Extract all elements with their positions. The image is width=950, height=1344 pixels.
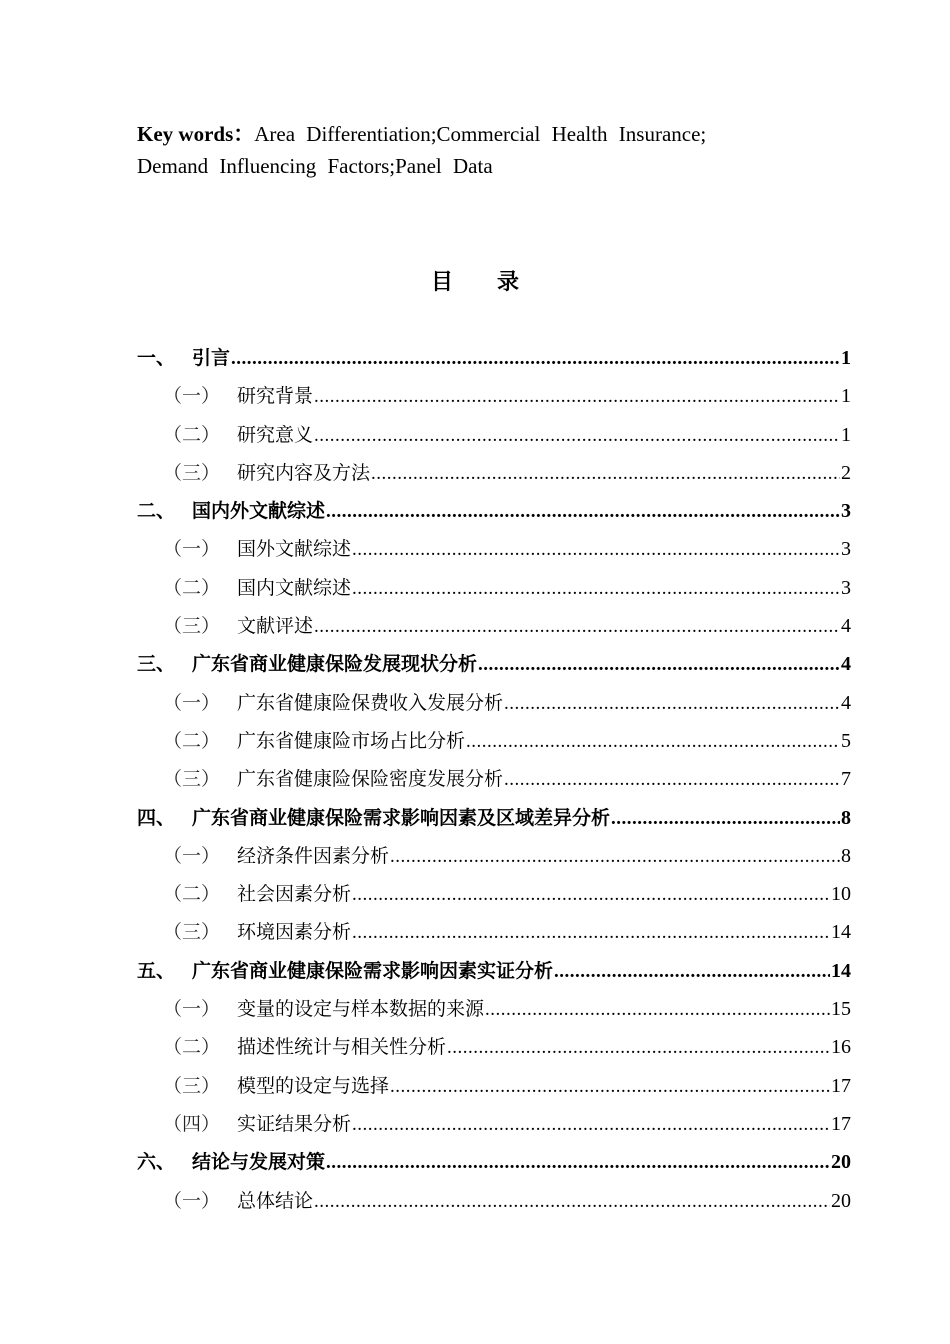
keywords-paragraph (137, 118, 747, 182)
toc-entry-number: （一） (163, 844, 221, 867)
toc-page-number: 20 (831, 1189, 851, 1212)
toc-dot-leader (504, 685, 840, 722)
toc-dot-leader (352, 876, 830, 913)
toc-section-entry[interactable] (137, 875, 851, 913)
toc-section-entry[interactable] (137, 454, 851, 492)
toc-dot-leader (326, 493, 840, 530)
toc-page-number: 17 (831, 1112, 851, 1135)
toc-title-right: 录 (497, 270, 520, 295)
toc-entry-number: 四、 (137, 806, 176, 829)
toc-page-number: 3 (841, 576, 851, 599)
toc-entry-number: 三、 (137, 653, 176, 676)
toc-dot-leader (352, 1106, 830, 1143)
toc-section-entry[interactable] (137, 913, 851, 951)
toc-page-number: 17 (831, 1074, 851, 1097)
toc-dot-leader (371, 455, 840, 492)
toc-dot-leader (390, 838, 840, 875)
toc-dot-leader (352, 570, 840, 607)
toc-section-entry[interactable] (137, 1067, 851, 1105)
toc-entry-number: （一） (163, 998, 221, 1021)
toc-entry-title: 广东省健康险保险密度发展分析 (237, 768, 504, 791)
toc-entry-number: （三） (163, 768, 221, 791)
toc-entry-number: 六、 (137, 1151, 176, 1174)
toc-page-number: 1 (841, 423, 851, 446)
toc-entry-title: 广东省商业健康保险需求影响因素实证分析 (192, 959, 554, 982)
toc-entry-number: （一） (163, 538, 221, 561)
toc-entry-title: 国外文献综述 (237, 538, 352, 561)
toc-entry-number: （三） (163, 461, 221, 484)
toc-page-number: 1 (841, 385, 851, 408)
toc-chapter-entry[interactable] (137, 645, 851, 683)
toc-chapter-entry[interactable] (137, 952, 851, 990)
toc-entry-title: 国内文献综述 (237, 576, 352, 599)
toc-page-number: 14 (831, 921, 851, 944)
toc-chapter-entry[interactable] (137, 339, 851, 377)
toc-section-entry[interactable] (137, 990, 851, 1028)
toc-entry-title: 广东省健康险市场占比分析 (237, 729, 466, 752)
toc-page-number: 3 (841, 538, 851, 561)
toc-section-entry[interactable] (137, 1182, 851, 1220)
toc-section-entry[interactable] (137, 569, 851, 607)
toc-dot-leader (504, 761, 840, 798)
toc-dot-leader (326, 1144, 830, 1181)
toc-section-entry[interactable] (137, 722, 851, 760)
toc-entry-title: 广东省商业健康保险发展现状分析 (192, 653, 478, 676)
toc-entry-title: 广东省商业健康保险需求影响因素及区域差异分析 (192, 806, 611, 829)
toc-dot-leader (611, 800, 840, 837)
toc-page-number: 20 (831, 1151, 851, 1174)
toc-entry-number: （二） (163, 1036, 221, 1059)
toc-dot-leader (314, 608, 840, 645)
toc-page-number: 3 (841, 500, 851, 523)
toc-dot-leader (478, 646, 840, 683)
toc-dot-leader (352, 531, 840, 568)
toc-entry-title: 模型的设定与选择 (237, 1074, 390, 1097)
toc-dot-leader (314, 1183, 830, 1220)
toc-entry-title: 描述性统计与相关性分析 (237, 1036, 447, 1059)
toc-section-entry[interactable] (137, 760, 851, 798)
toc-entry-number: 五、 (137, 959, 176, 982)
toc-dot-leader (466, 723, 840, 760)
toc-section-entry[interactable] (137, 607, 851, 645)
toc-entry-title: 社会因素分析 (237, 883, 352, 906)
toc-page-number: 5 (841, 729, 851, 752)
toc-dot-leader (447, 1029, 830, 1066)
toc-entry-title: 变量的设定与样本数据的来源 (237, 998, 485, 1021)
toc-dot-leader (231, 340, 840, 377)
toc-section-entry[interactable] (137, 377, 851, 415)
toc-title-left: 目 (430, 270, 453, 295)
toc-entry-number: 一、 (137, 347, 176, 369)
toc-chapter-entry[interactable] (137, 1143, 851, 1181)
toc-page-number: 8 (841, 806, 851, 829)
toc-page-number: 2 (841, 461, 851, 484)
toc-dot-leader (352, 914, 830, 951)
toc-entry-title: 环境因素分析 (237, 921, 352, 944)
toc-page-number: 4 (841, 691, 851, 714)
table-of-contents (137, 339, 851, 1220)
toc-entry-title: 引言 (192, 347, 231, 369)
toc-page-number: 8 (841, 844, 851, 867)
toc-entry-number: （二） (163, 576, 221, 599)
keywords-line-2: Demand Influencing Factors;Panel Data (137, 154, 493, 178)
toc-entry-number: （一） (163, 691, 221, 714)
toc-entry-number: （四） (163, 1112, 221, 1135)
toc-entry-title: 经济条件因素分析 (237, 844, 390, 867)
toc-chapter-entry[interactable] (137, 799, 851, 837)
toc-dot-leader (485, 991, 830, 1028)
toc-entry-title: 文献评述 (237, 615, 314, 638)
toc-entry-number: （二） (163, 883, 221, 906)
toc-entry-number: （二） (163, 423, 221, 446)
toc-entry-number: （三） (163, 615, 221, 638)
toc-page-number: 4 (841, 653, 851, 676)
toc-entry-number: （三） (163, 1074, 221, 1097)
toc-section-entry[interactable] (137, 684, 851, 722)
toc-entry-number: 二、 (137, 500, 176, 523)
toc-entry-title: 研究内容及方法 (237, 461, 371, 484)
toc-entry-title: 实证结果分析 (237, 1112, 352, 1135)
toc-entry-title: 研究背景 (237, 385, 314, 408)
toc-dot-leader (314, 417, 840, 454)
toc-section-entry[interactable] (137, 530, 851, 568)
toc-section-entry[interactable] (137, 1105, 851, 1143)
toc-entry-title: 国内外文献综述 (192, 500, 326, 523)
toc-page-number: 4 (841, 615, 851, 638)
toc-entry-title: 广东省健康险保费收入发展分析 (237, 691, 504, 714)
toc-entry-title: 结论与发展对策 (192, 1151, 326, 1174)
toc-entry-title: 总体结论 (237, 1189, 314, 1212)
toc-page-number: 16 (831, 1036, 851, 1059)
toc-page-number: 15 (831, 998, 851, 1021)
keywords-label: Key words： (137, 122, 255, 146)
toc-entry-title: 研究意义 (237, 423, 314, 446)
toc-section-entry[interactable] (137, 1028, 851, 1066)
toc-entry-number: （一） (163, 385, 221, 408)
toc-entry-number: （三） (163, 921, 221, 944)
toc-page-number: 14 (831, 959, 851, 982)
toc-entry-number: （二） (163, 729, 221, 752)
toc-dot-leader (390, 1068, 830, 1105)
toc-page-number: 7 (841, 768, 851, 791)
toc-dot-leader (314, 378, 840, 415)
toc-section-entry[interactable] (137, 837, 851, 875)
keywords-line-1: Area Differentiation;Commercial Health Insurance; (254, 122, 707, 146)
toc-page-number: 1 (841, 347, 851, 369)
toc-entry-number: （一） (163, 1189, 221, 1212)
toc-page-number: 10 (831, 883, 851, 906)
toc-section-entry[interactable] (137, 416, 851, 454)
toc-dot-leader (554, 953, 830, 990)
toc-chapter-entry[interactable] (137, 492, 851, 530)
toc-title (0, 265, 950, 296)
